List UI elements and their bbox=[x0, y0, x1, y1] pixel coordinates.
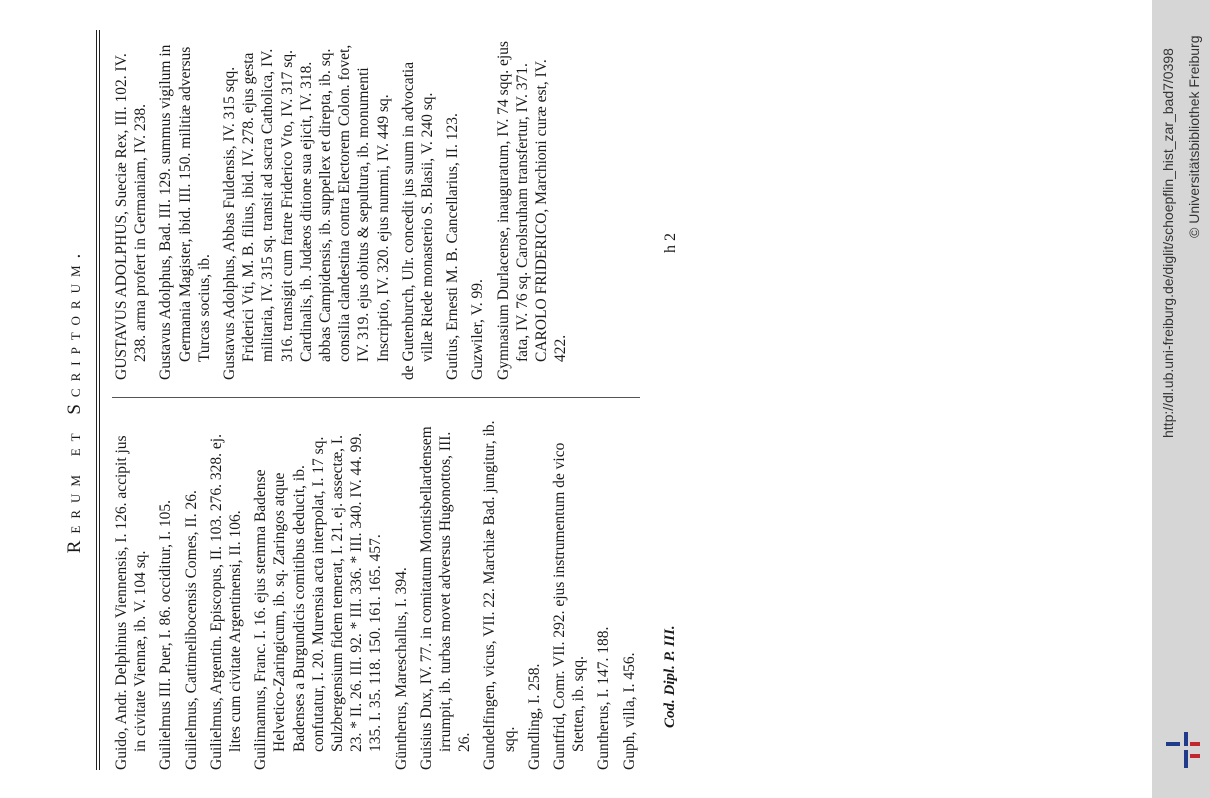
index-entry: Guido, Andr. Delphinus Viennensis, I. 126. accipit jus in civitate Viennæ, ib. V. 104 sq. bbox=[113, 435, 150, 770]
header-rule-thin bbox=[99, 30, 100, 770]
viewer-sidebar bbox=[1152, 0, 1210, 798]
index-entry: de Gutenburch, Ulr. concedit jus suum in advocatia villæ Riede monasterio S. Blasii, V. 240 sq. bbox=[399, 61, 437, 380]
running-head: Rerum et Scriptorum. bbox=[64, 246, 85, 554]
index-entry: Guntherus, I. 147. 188. bbox=[595, 626, 613, 770]
signature-mark: Cod. Dipl. P. III. bbox=[662, 625, 678, 728]
index-entry: Guilielmus III. Puer, I. 86. occiditur, I. 105. bbox=[157, 500, 175, 770]
index-entry: Gundling, I. 258. bbox=[525, 663, 543, 770]
index-entry: Guntfrid, Comr. VII. 292. ejus instrumentum de vico Stetten, ib. sqq. bbox=[551, 442, 588, 770]
index-entry: Gymnasium Durlacense, inauguratum, IV. 74 sqq. ejus fata, IV. 76 sq. Carolsruham transfertur, IV. 371. CAROLO FRIDERICO, Marchioni curæ est, IV. 422. bbox=[494, 41, 570, 380]
left-column bbox=[112, 420, 645, 770]
page-mark: h 2 bbox=[662, 233, 679, 253]
header-rule bbox=[96, 30, 97, 770]
index-entry: Gundelfingen, vicus, VII. 22. Marchiæ Bad. jungitur, ib. sqq. bbox=[481, 420, 518, 770]
index-entry: Gutius, Ernesti M. B. Cancellarius, II. 123. bbox=[444, 113, 462, 380]
index-entry: Guisius Dux, IV. 77. in comitatum Montisbellardensem irrumpit, ib. turbas movet adversus Hugonottos, III. 26. bbox=[417, 426, 474, 770]
index-entry: Gustavus Adolphus, Bad. III. 129. summus vigilum in Germania Magister, ibid. III. 150. militiæ adversus Turcas socius, ib. bbox=[157, 44, 213, 380]
library-logo-icon bbox=[1166, 732, 1198, 768]
index-entry: GUSTAVUS ADOLPHUS, Sueciæ Rex, III. 102. IV. 238. arma profert in Germaniam, IV. 238. bbox=[113, 53, 150, 380]
right-column bbox=[112, 30, 576, 380]
index-entry: Güntherus, Mareschallus, I. 394. bbox=[392, 567, 410, 770]
index-entry: Guilimannus, Franc. I. 16. ejus stemma Badense Helvetico-Zaringicum, ib. sq. Zaringos atque Badenses a Burgundicis comitibus deducit, ib. confutatur, I. 20. Murensia acta interpolat, I. 17 sq. Sulzbergensium fidem temerat, I. 21. ej. assectæ, I. 23. * II. 26. III. 92. * III. 336. * III. 340. IV. 44. 99. 135. I. 35. 118. 150. 161. 165. 457. bbox=[252, 432, 385, 770]
index-entry: Guilielmus, Argentin. Episcopus, II. 103. 276. 328. ej. lites cum civitate Argentinensi, II. 106. bbox=[207, 434, 245, 770]
index-entry: Guzwiler, V. 99. bbox=[469, 279, 487, 380]
index-entry: Guilielmus, Cattimelibocensis Comes, II. 26. bbox=[182, 490, 200, 770]
index-entry: Gustavus Adolphus, Abbas Fuldensis, IV. 315 sqq. Friderici Vti, M. B. filius, ibid. IV. 278. ejus gesta militaria, IV. 315 sq. transit ad sacra Catholica, IV. 316. transigit cum fratre Friderico Vto, IV. 317 sq. Cardinalis, ib. Judæos ditione sua ejicit, IV. 318. abbas Campidensis, ib. suppellex et direpta, ib. sq. consilia clandestina contra Electorem Colon. fovet, IV. 319. ejus obitus & sepultura, ib. monumenti Inscriptio, IV. 320. ejus nummi, IV. 449 sq. bbox=[221, 44, 392, 380]
copyright-notice: © Universitätsbibliothek Freiburg bbox=[1186, 35, 1202, 238]
source-url[interactable]: http://dl.ub.uni-freiburg.de/diglit/schoepflin_hist_zar_bad7/0398 bbox=[1160, 48, 1176, 438]
column-divider bbox=[112, 397, 640, 398]
index-entry: Guph, villa, I. 456. bbox=[620, 652, 638, 770]
